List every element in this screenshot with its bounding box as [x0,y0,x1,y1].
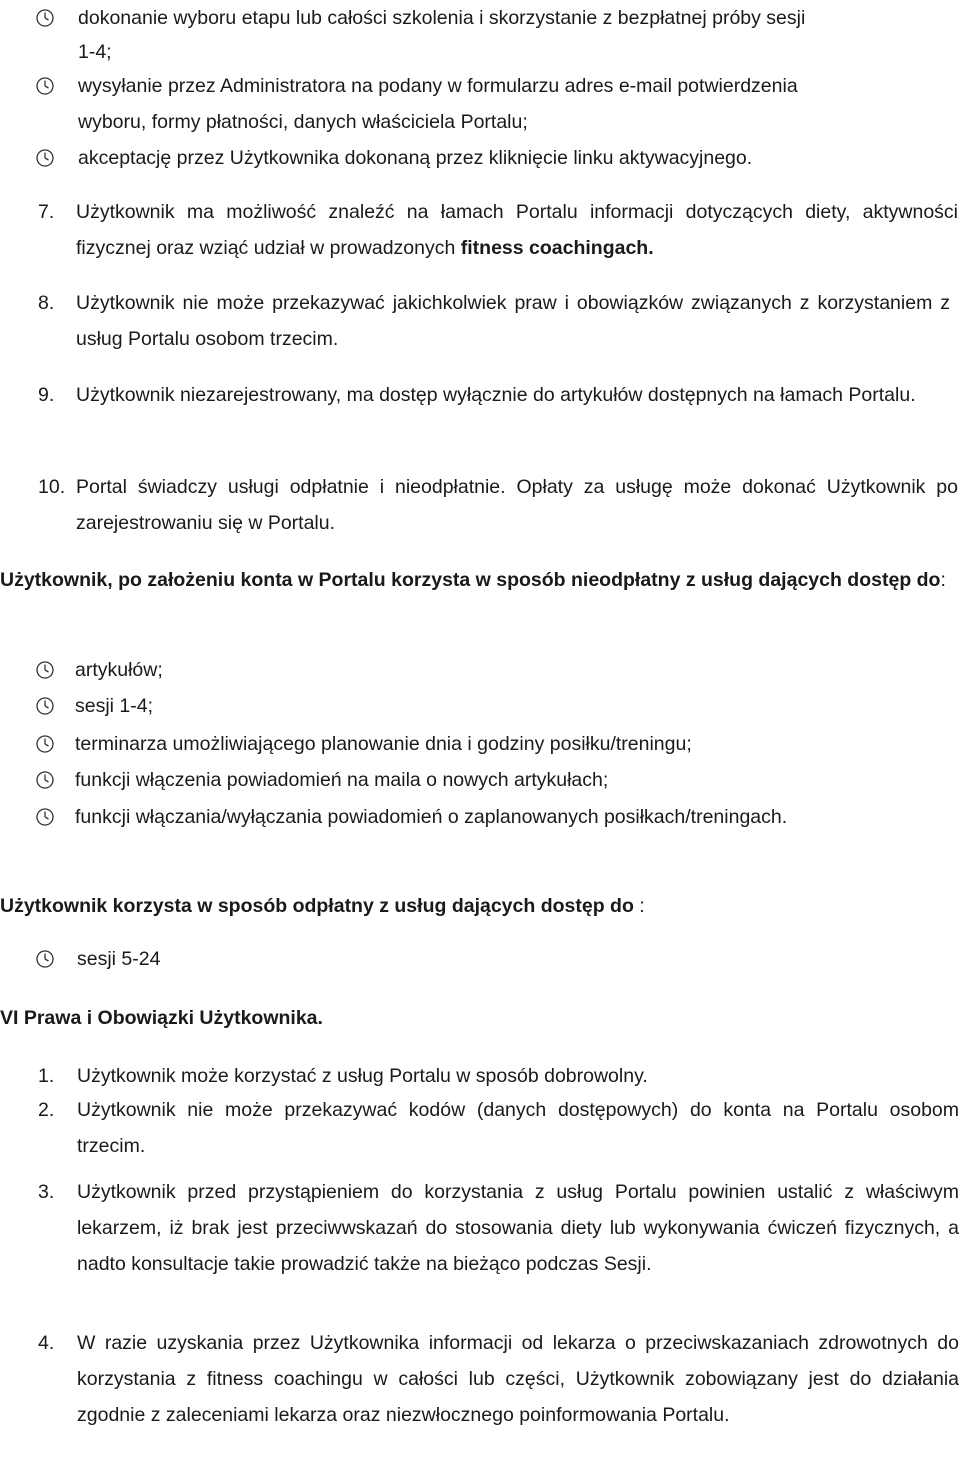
item-text: Użytkownik nie może przekazywać kodów (danych dostępowych) do konta na Portalu osobom trzecim. [77,1099,959,1157]
clock-bullet-icon [34,726,56,762]
item-text: Użytkownik nie może przekazywać jakichkolwiek praw i obowiązków związanych z korzystaniem z usług Portalu osobom trzecim. [76,292,950,350]
item-number: 1. [38,1065,55,1087]
item-text: Użytkownik niezarejestrowany, ma dostęp wyłącznie do artykułów dostępnych na łamach Portalu. [76,384,916,406]
heading-normal: : [633,895,645,917]
list-item-text: funkcji włączenia powiadomień na maila o nowych artykułach; [75,769,609,791]
list-item-text: terminarza umożliwiającego planowanie dnia i godziny posiłku/treningu; [75,733,692,755]
clock-bullet-icon [34,652,56,688]
section-heading [0,562,958,598]
heading-normal: : [940,569,946,591]
clock-bullet-icon [34,799,56,835]
clock-bullet-icon [34,0,56,36]
list-item-text: funkcji włączania/wyłączania powiadomień o zaplanowanych posiłkach/treningach. [75,806,788,828]
clock-bullet-icon [34,140,56,176]
item-number: 4. [38,1332,55,1354]
item-number: 2. [38,1099,55,1121]
list-item-text: sesji 5-24 [77,948,161,970]
clock-bullet-icon [34,941,56,977]
list-item-text: sesji 1-4; [75,695,154,717]
item-number: 9. [38,384,55,406]
item-text: Portal świadczy usługi odpłatnie i nieodpłatnie. Opłaty za usługę może dokonać Użytkownik po zarejestrowaniu się w Portalu. [76,476,958,534]
list-item-text: wysyłanie przez Administratora na podany w formularzu adres e-mail potwierdzenia [78,75,798,97]
list-item-text: wyboru, formy płatności, danych właściciela Portalu; [78,111,528,133]
item-text: W razie uzyskania przez Użytkownika informacji od lekarza o przeciwskazaniach zdrowotnych do korzystania z fitness coachingu w całości lub części, Użytkownik zobowiązany jest do działania zgodnie z zaleceniami lekarza oraz niezwłocznego poinformowania Portalu. [77,1332,959,1426]
section-heading [0,888,958,924]
heading-bold: Użytkownik, po założeniu konta w Portalu korzysta w sposób nieodpłatny z usług dających dostęp do [0,569,941,591]
item-number: 8. [38,292,55,314]
item-text [76,194,958,266]
section-title: VI Prawa i Obowiązki Użytkownika. [0,1007,323,1029]
clock-bullet-icon [34,68,56,104]
clock-bullet-icon [34,762,56,798]
item-text-normal: Użytkownik ma możliwość znaleźć na łamach Portalu informacji dotyczących diety, aktywności fizycznej oraz wziąć udział w prowadzonych [76,201,958,259]
heading-bold: Użytkownik korzysta w sposób odpłatny z usług dających dostęp do [0,895,634,917]
item-number: 10. [38,476,66,498]
list-item-text: 1-4; [78,41,112,63]
clock-bullet-icon [34,688,56,724]
list-item-text: dokonanie wyboru etapu lub całości szkolenia i skorzystanie z bezpłatnej próby sesji [78,7,806,29]
item-text: Użytkownik przed przystąpieniem do korzystania z usług Portalu powinien ustalić z właściwym lekarzem, iż brak jest przeciwwskazań do stosowania diety lub wykonywania ćwiczeń fizycznych, a nadto konsultacje takie prowadzić także na bieżąco podczas Sesji. [77,1181,959,1275]
item-number: 7. [38,201,55,223]
item-text: Użytkownik może korzystać z usług Portalu w sposób dobrowolny. [77,1065,648,1087]
item-number: 3. [38,1181,55,1203]
list-item-text: akceptację przez Użytkownika dokonaną przez kliknięcie linku aktywacyjnego. [78,147,753,169]
item-text-bold: fitness coachingach. [460,237,654,259]
list-item-text: artykułów; [75,659,163,681]
